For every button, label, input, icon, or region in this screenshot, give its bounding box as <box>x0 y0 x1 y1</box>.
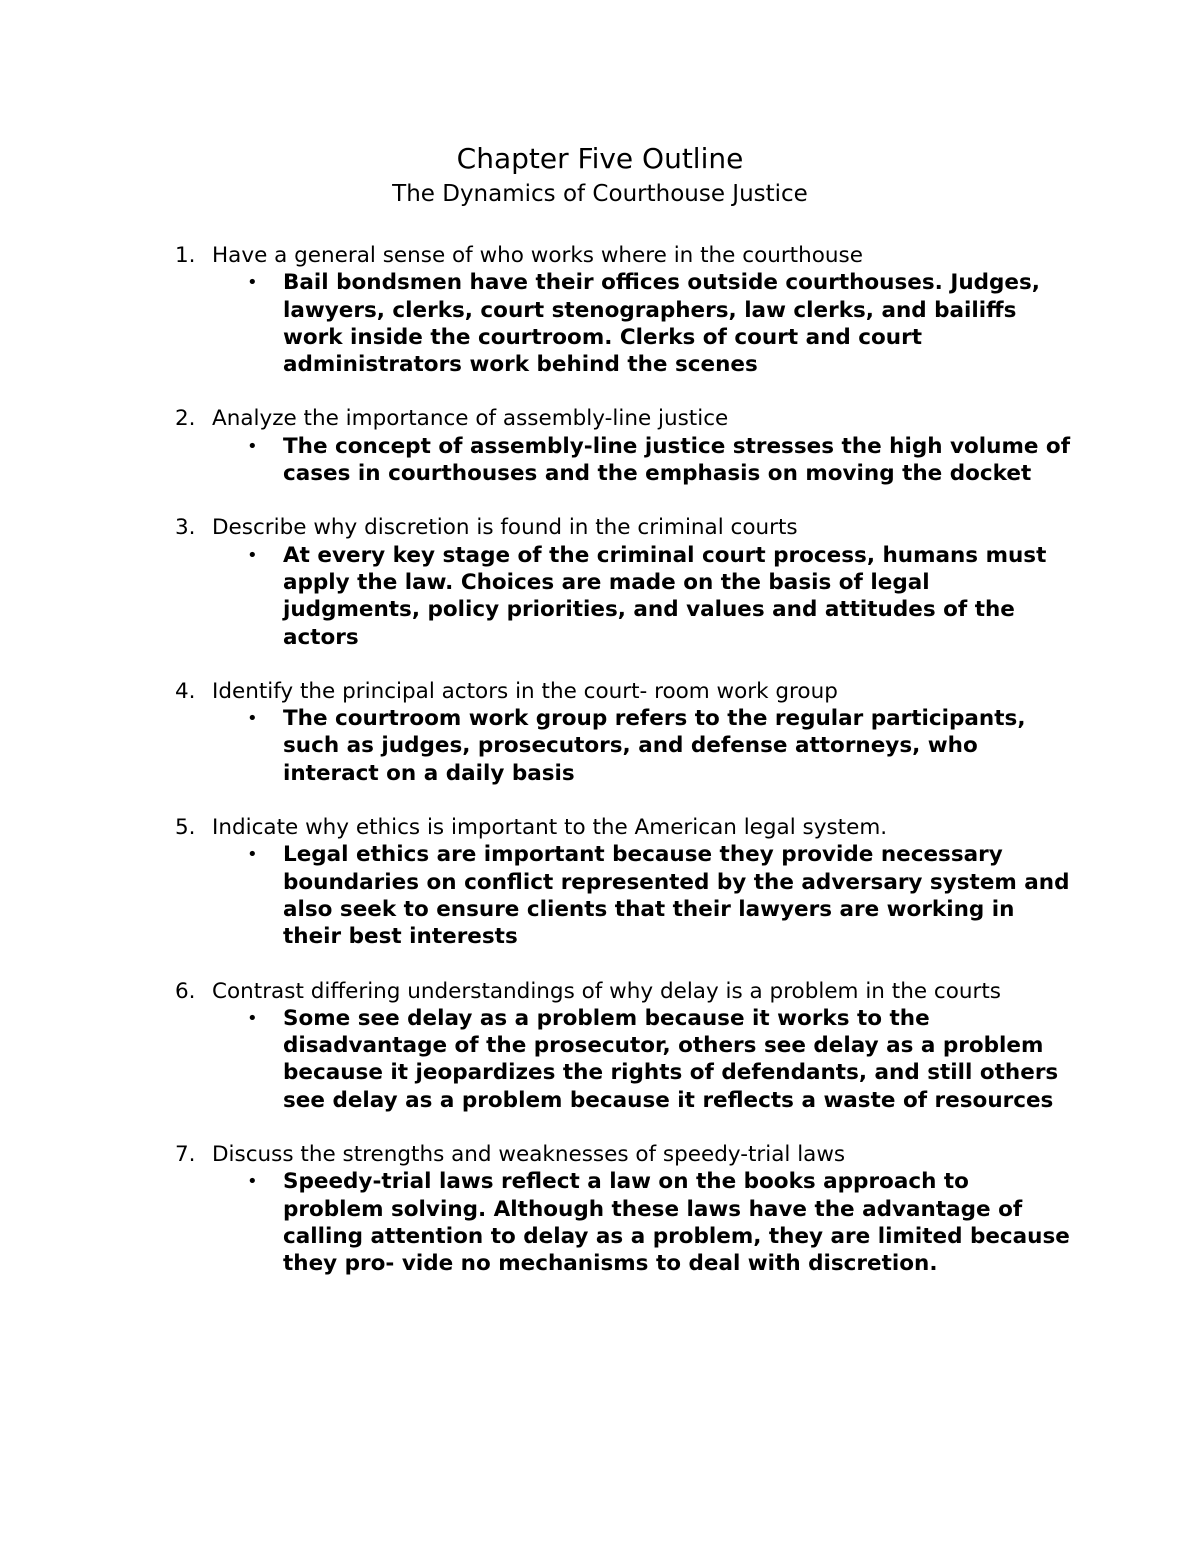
bullet-point <box>0 841 1073 950</box>
outline-item <box>0 814 1200 950</box>
outline-item <box>0 242 1200 378</box>
bullet-point <box>0 705 1073 787</box>
outline-heading <box>0 242 1012 269</box>
bullet-point <box>0 269 1073 378</box>
bullet-text: The courtroom work group refers to the regular participants, such as judges, prosecutors, and defense attorneys, who interact on a daily basis <box>283 706 1026 786</box>
outline-list <box>0 242 1200 1305</box>
heading-text: Contrast differing understandings of why delay is a problem in the courts <box>212 978 1001 1004</box>
bullet-text: Some see delay as a problem because it works to the disadvantage of the prosecutor, others see delay as a problem because it jeopardizes the rights of defendants, and still others see delay as a problem because it reflects a waste of resources <box>283 1005 1059 1113</box>
bullet-icon: • <box>247 844 258 866</box>
outline-heading <box>0 678 1012 705</box>
heading-text: Indicate why ethics is important to the American legal system. <box>212 815 888 841</box>
outline-item <box>0 405 1200 487</box>
item-number: 1. <box>175 243 196 268</box>
outline-heading <box>0 1141 1012 1168</box>
bullet-icon: • <box>247 272 258 294</box>
heading-text: Have a general sense of who works where in the courthouse <box>212 243 863 268</box>
outline-item <box>0 514 1200 650</box>
document-title: Chapter Five Outline <box>456 142 744 175</box>
item-number: 2. <box>175 406 196 432</box>
heading-text: Describe why discretion is found in the criminal courts <box>212 515 798 541</box>
bullet-text: Legal ethics are important because they provide necessary boundaries on conflict represented by the adversary system and also seek to ensure clients that their lawyers are working in their best interests <box>283 842 1070 950</box>
item-number: 4. <box>175 678 196 704</box>
item-number: 5. <box>175 815 196 841</box>
outline-item <box>0 1141 1200 1277</box>
outline-heading <box>0 978 1012 1005</box>
outline-heading <box>0 405 1012 432</box>
bullet-point <box>0 542 1073 651</box>
heading-text: Discuss the strengths and weaknesses of speedy-trial laws <box>212 1142 846 1168</box>
outline-heading <box>0 814 1012 841</box>
heading-text: Identify the principal actors in the court- room work group <box>212 678 838 704</box>
bullet-point <box>0 1168 1073 1277</box>
bullet-text: Bail bondsmen have their offices outside courthouses. Judges, lawyers, clerks, court stenographers, law clerks, and bailiffs work inside the courtroom. Clerks of court and court administrators work behind the scenes <box>283 270 1040 378</box>
bullet-text: The concept of assembly-line justice stresses the high volume of cases in courthouses and the emphasis on moving the docket <box>283 433 1071 487</box>
document-subtitle: The Dynamics of Courthouse Justice <box>392 181 808 207</box>
item-number: 7. <box>175 1142 196 1168</box>
bullet-icon: • <box>247 708 258 730</box>
bullet-icon: • <box>247 1007 258 1029</box>
bullet-icon: • <box>247 435 258 457</box>
bullet-icon: • <box>247 1171 258 1193</box>
bullet-text: At every key stage of the criminal court process, humans must apply the law. Choices are made on the basis of legal judgments, policy priorities, and values and attitudes of the actors <box>283 542 1047 650</box>
outline-item <box>0 978 1200 1114</box>
outline-item <box>0 678 1200 787</box>
outline-heading <box>0 514 1012 541</box>
item-number: 3. <box>175 515 196 541</box>
heading-text: Analyze the importance of assembly-line justice <box>212 406 729 432</box>
item-number: 6. <box>175 978 196 1004</box>
bullet-point <box>0 433 1073 488</box>
bullet-point <box>0 1005 1073 1114</box>
bullet-icon: • <box>247 544 258 566</box>
bullet-text: Speedy-trial laws reflect a law on the books approach to problem solving. Although these laws have the advantage of calling attention to delay as a problem, they are limited because they pro- vide no mechanisms to deal with discretion. <box>283 1169 1070 1277</box>
